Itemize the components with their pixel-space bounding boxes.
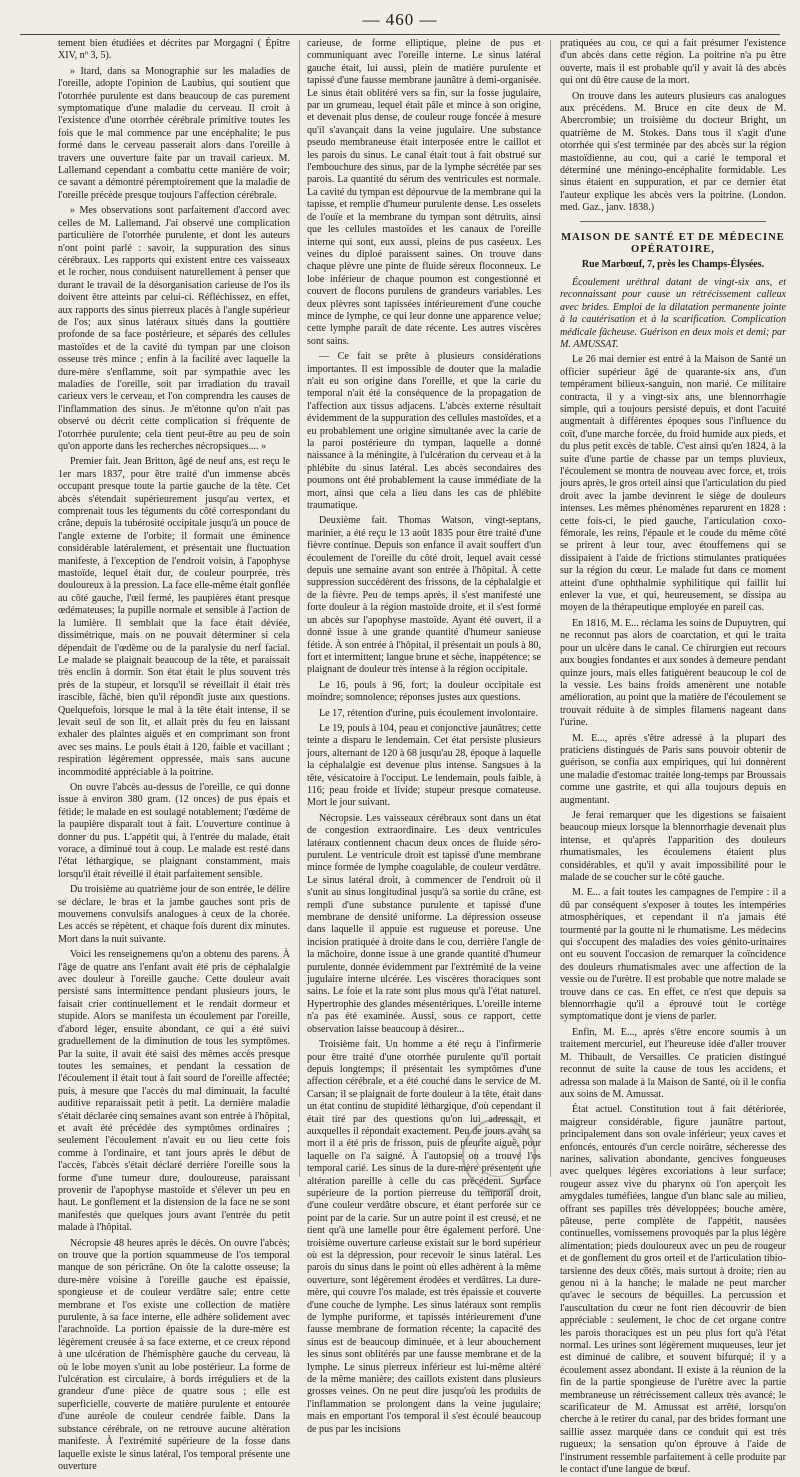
paragraph: Du troisième au quatrième jour de son entrée, le délire se déclare, le bras et la jambe gauches sont pris de mouvemens convulsifs analogues à ceux de la chorée. Les accès se répètent, et chaque fois durent dix minutes. Mort dans la nuit suivante. — [58, 884, 290, 945]
page-number: — 460 — — [362, 10, 438, 29]
paragraph: Enfin, M. E..., après s'être encore soumis à un traitement mercuriel, eut l'heureuse idée d'aller trouver M. Thibault, de Versailles. Ce praticien distingué reconnut de suite la cause de tous les accidens, et adressa son malade à la Maison de Santé, où il le confia aux soins de M. Amussat. — [560, 1026, 786, 1100]
paragraph: État actuel. Constitution tout à fait détériorée, maigreur considérable, figure jaunâtre partout, principalement dans son ovale inférieur; yeux caves et enfoncés, entourés d'un cercle noirâtre, sécheresse des narines, salivation abondante, gencives fongueuses avec quelques légères excoriations à leur surface; rougeur assez vive du pharynx où l'on aperçoit les amygdales tuméfiées, langue d'un blanc sale au milieu, offrant ses papilles très développées; bouche amère, pâteuse, perte complète de l'appétit, nausées continuelles, vomissemens provoqués par la plus légère alimentation; pieds douloureux avec un peu de rougeur et de gonflement du gros orteil et de l'articulation tibio-tarsienne des deux côtés, mais surtout à droite; rien au genou ni à la hanche; le malade ne peut marcher qu'avec le secours de béquilles. La percussion et l'auscultation du cœur ne font rien découvrir de bien appréciable : seulement, le choc de cet organe contre les parois thoraciques est un peu plus fort qu'à l'état normal. Les urines sont légèrement muqueuses, leur jet est diminué de calibre, et souvent bifurqué; il y a écoulement assez abondant. Il existe à la réunion de la fin de la partie spongieuse de l'urètre avec la partie membraneuse un rétrécissement calleux très avancé; le scarificateur de M. Amussat est arrêté, lorsqu'on cherche à le retirer du canal, par des brides formant une saillie assez marquée dans ce conduit qui est très rugueux; la sensation qu'on éprouve à l'aide de l'instrument ressemble parfaitement à celle produite par le contact d'une langue de bœuf. — [560, 1104, 786, 1476]
section-subtitle: Rue Marbœuf, 7, près les Champs-Élysées. — [581, 258, 765, 270]
paragraph: Le 17, rétention d'urine, puis écoulement involontaire. — [319, 707, 539, 719]
library-stamp — [462, 1118, 536, 1192]
paragraph: Je ferai remarquer que les digestions se faisaient beaucoup mieux lorsque la blennorrhagie devenait plus intense, et qu'après l'apparition des douleurs rhumatismales, les écoulemens étaient plus considérables, et qu'il y avait impossibilité pour le malade de se coucher sur le côté gauche. — [560, 809, 786, 883]
section-abstract: Écoulement uréthral datant de vingt-six ans, et reconnaissant pour cause un rétrécissement calleux avec brides. Emploi de la dilatation permanente jointe à la cautérisation et à la scarification. Complication médicale fâcheuse. Guérison en deux mois et demi; par M. AMUSSAT. — [560, 276, 786, 350]
paragraph: carieuse, de forme elliptique, pleine de pus et communiquant avec l'oreille interne. Le sinus latéral gauche était, lui aussi, plein de matière purulente et tapissé d'une fausse membrane jaunâtre à demi-organisée. Le sinus était oblitéré vers sa fin, sur la fosse jugulaire, par un grumeau, lequel était pâle et mince à son origine, et devenait plus dense, de couleur rouge foncée à mesure qu'il s'avançait dans la veine jugulaire. Une substance pseudo membraneuse était interposée entre le caillot et les parois du sinus. Le canal était tout à fait obstrué sur l'embouchure des sinus, par de la lymphe sécrétée par ses parois. La quantité du sérum des ventricules est normale. La cavité du tympan est dépourvue de la membrane qui la tapisse, et remplie d'humeur purulente dense. Les osselets de l'ouïe et la membrane du tympan sont détruits, ainsi que les cellules mastoïdes et les canaux de l'oreille interne qui sont, eux aussi, pleins de pus caséeux. Les veines du diploé paraissent saines. On trouve dans chaque plèvre une pinte de fluide séreux floconneux. Le lobe inférieur de chaque poumon est congestionné et couvert de flocons purulens de grandeurs variables. Les deux plèvres sont tapissées intérieurement d'une couche mince de lymphe, ce qui leur donne une apparence velue; cette lymphe paraît de date récente. Les autres viscères sont sains. — [307, 38, 541, 347]
paragraph: pratiquées au cou, ce qui a fait présumer l'existence d'un abcès dans cette région. La poitrine n'a pu être ouverte, mais il est probable qu'il y avait là des abcès qui ont dû être cause de la mort. — [560, 38, 786, 87]
header-rule — [20, 34, 780, 35]
paragraph: Nécropsie. Les vaisseaux cérébraux sont dans un état de congestion extraordinaire. Les deux ventricules latéraux contiennent chacun deux onces de fluide séro-purulent. Le ventricule droit est tapissé d'une membrane mince formée de lymphe coagulable, de couleur verdâtre. Le sinus latéral droit, à commencer de l'endroit où il s'unit au sinus longitudinal jusqu'à sa sortie du crâne, est rempli d'une substance purulente et tapissé d'une membrane de densité uniforme. La dépression osseuse dans laquelle il appuie est rugueuse et poreuse. Une incision pratiquée à droite dans le cou, derrière l'angle de la mâchoire, donne issue à une grande quantité d'humeur purulente, donnée évidemment par l'extrémité de la veine jugulaire interne ulcérée. Les viscères thoraciques sont sains. Le foie et la rate sont plus mous qu'à l'état naturel. Hypertrophie des glandes mésentériques. L'oreille interne n'a pas été examinée. Aussi, sous ce rapport, cette observation laisse beaucoup à désirer... — [307, 812, 541, 1035]
paragraph: Le 19, pouls à 104, peau et conjonctive jaunâtres; cette teinte a disparu le lendemain. Cet état persiste plusieurs jours, alternant de 120 à 68 jusqu'au 28, époque à laquelle la céphalalgie est devenue plus intense. Sangsues à la tête, vésicatoire à l'occiput. Le lendemain, pouls faible, à 116; peau froide et livide; stupeur presque comateuse. Mort le jour suivant. — [307, 722, 541, 809]
paragraph: » Itard, dans sa Monographie sur les maladies de l'oreille, adopte l'opinion de Laubius, qui soutient que l'otorrhée purulente est dans beaucoup de cas purement symptomatique d'une maladie du cerveau. Il croit à l'existence d'une otorrhée cérébrale primitive toutes les fois que le mal commence par une encéphalite; le pus formé dans le cerveau passerait alors dans l'oreille à travers une ouverture faite par un travail carieux. M. Lallemand cependant a combattu cette manière de voir; ce savant a démontré péremptoirement que la maladie de l'oreille précède presque toujours l'affection cérébrale. — [58, 65, 290, 201]
paragraph: Nécropsie 48 heures après le décès. On ouvre l'abcès; on trouve que la portion squammeuse de l'os temporal manque de son péricrâne. On ôte la calotte osseuse; la dure-mère voisine à l'oreille gauche est épaissie, spongieuse et de couleur verdâtre sale; entre cette membrane et l'os existe une collection de matière purulente, à sa face interne, elle adhère solidement avec l'arachnoïde. La portion épaissie de la dure-mère est légèrement creusée à sa face externe, et ce creux répond à une ulcération de l'hémisphère gauche du cerveau, là où le lobe moyen s'unit au lobe postérieur. La forme de l'ulcération est circulaire, à bords irréguliers et de la grandeur d'une pièce de quatre sous ; elle est superficielle, couverte de matière purulente et entourée d'une auréole de couleur cendrée faible. Dans la substance cérébrale, on ne retrouve aucune altération manifeste. À l'extrémité supérieure de la fosse dans laquelle existe le sinus latéral, l'os temporal présente une ouverture — [58, 1237, 290, 1472]
section-divider — [580, 221, 766, 222]
section-title: MAISON DE SANTÉ ET DE MÉDECINE OPÉRATOIRE, — [561, 231, 785, 256]
paragraph: » Mes observations sont parfaitement d'accord avec celles de M. Lallemand. J'ai observé une complication particulière de l'otorrhée purulente, et dont les auteurs n'ont point parlé : savoir, la suppuration des sinus cérébraux. Les rapports qui existent entre ces vaisseaux et le rocher, nous conduisent naturellement à penser que durant le travail de la désorganisation carieuse de l'os ils doivent être atteints par celui-ci. Réfléchissez, en effet, aux rapports des sinus pierreux placés à l'angle supérieur de l'os; aux sinus latéraux situés dans la gouttière profonde de sa face postérieure, et séparés des cellules mastoïdes et de la cavité du tympan par une cloison osseuse très mince ; enfin à la facilité avec laquelle la dure-mère s'enflamme, soit par sympathie avec les maladies de l'oreille, soit par irradiation du travail carieux vers le cerveau, et l'on comprendra les causes de l'inflammation des sinus. Je m'étonne qu'on n'ait pas observé ou décrit cette complication si fréquente de l'otorrhée purulente; cela tient peut-être au peu de soin qu'on apporte dans les recherches nécropsiques.... » — [58, 205, 290, 452]
paragraph: On trouve dans les auteurs plusieurs cas analogues aux précédens. M. Bruce en cite deux de M. Abercrombie; un troisième du docteur Bright, un quatrième de M. Stokes. Dans tous il s'agit d'une otorrhée qui s'est terminée par des abcès sur la région mastoïdienne, au cou, qui a carié le temporal et déterminé une méningo-encéphalite formidable. Les sinus étaient en suppuration, et par ce dernier état l'auteur explique les abcès vers la poitrine. (London. med. Gaz., janv. 1838.) — [560, 90, 786, 214]
paragraph: Deuxième fait. Thomas Watson, vingt-septans, marinier, a été reçu le 13 août 1835 pour être traité d'une fièvre continue. Depuis son enfance il avait souffert d'un écoulement de l'oreille du côté droit, lequel avait cessé depuis une semaine avant son entrée à l'hôpital. À cette suppression succédèrent des frissons, de la céphalalgie et de la fièvre. Peu de temps après, il s'est manifesté une forte douleur à la région mastoïde droite, et il s'est formé un abcès sur l'apophyse mastoïde. Ayant été ouvert, il a donné issue à une grande quantité d'humeur sanieuse fétide. À son entrée à l'hôpital, il présentait un pouls à 80, fort et intermittent; langue brune et sèche, inappétence; se plaignant de douleur très intense à la région occipitale. — [307, 515, 541, 676]
paragraph: — Ce fait se prête à plusieurs considérations importantes. Il est impossible de douter que la maladie n'ait eu son origine dans l'oreille, et que la carie du temporal n'ait été la conséquence de la propagation de l'affection aux tissus adjacens. L'abcès externe résultait évidemment de la suppuration des cellules mastoïdes, et a eu probablement une origine simultanée avec la carie de la paroi postérieure du tympan, laquelle a donné naissance à la méningite, à l'ulcération du cerveau et à la phlébite du sinus latéral. Les abcès secondaires des poumons ont été probablement la cause immédiate de la mort, ainsi que cela a lieu dans les cas de phlébite traumatique. — [307, 351, 541, 512]
paragraph: Le 26 mai dernier est entré à la Maison de Santé un officier supérieur âgé de quarante-six ans, d'un tempérament bilieux-sanguin, non marié. Ce militaire contracta, il y a vingt-six ans, une blennorrhagie simple, qui a toujours persisté depuis, et dont l'acuité augmentait à différentes époques sous l'influence du coït, d'une marche forcée, du froid humide aux pieds, et du plus petit excès de table. C'est ainsi qu'en 1824, à la suite d'une partie de chasse par un temps pluvieux, l'écoulement se montra de nouveau avec force, et, trois jours après, le gros orteil ainsi que l'articulation du pied droit avec la jambe devinrent le siège de douleurs intenses. Les mêmes phénomènes reparurent en 1828 : cette fois-ci, le pied gauche, l'articulation coxo-fémorale, les reins, l'épaule et le coude du même côté se prirent à leur tour, avec étouffemens qui se dissipaient à l'aide de frictions stimulantes pratiquées sur la région du cœur. Le malade fut dans ce moment atteint d'une ophthalmie syphilitique qui faillit lui enlever la vue, et qui, heureusement, se dissipa au moyen de la thérapeutique employée en pareil cas. — [560, 354, 786, 614]
paragraph: En 1816, M. E... réclama les soins de Dupuytren, qui ne reconnut pas alors de coarctation, et qui le traita pour un ulcère dans le canal. Ce chirurgien eut recours aux bougies fondantes et aux sondes à demeure pendant quinze jours, mais elles fatiguèrent beaucoup le col de la vessie. Les bains froids amenèrent une notable amélioration, au point que la matière de l'écoulement se trouvait réduite à de simples filamens nageant dans l'urine. — [560, 617, 786, 729]
column-divider — [299, 40, 300, 1177]
column-3 — [560, 38, 786, 1476]
paragraph: Troisième fait. Un homme a été reçu à l'infirmerie pour être traité d'une otorrhée purulente qu'il portait depuis longtemps; il présentait les symptômes d'une affection cérébrale, et a été couché dans le service de M. Carsan; il se plaignait de forte douleur à la tête, était dans un état continu de stupidité léthargique, d'où cependant il était tiré par des questions qu'on lui adressait, et auxquelles il répondait exactement. Peu de jours avant sa mort il a été pris de frisson, puis de pleurite aiguë, pour laquelle on l'a saigné. À l'autopsie on a trouvé l'os temporal carié. Les sinus de la dure-mère présentent une altération pareille à celle du cas précédent. Surface supérieure de la portion pierreuse du temporal droit, d'une couleur verdâtre obscure, et étant perforée sur ce point par de la carie. Sur un autre point il est creusé, et ne tient qu'à une lamelle pour être également perforé. Une troisième ouverture carieuse existait sur le bord supérieur où est la dépression, pour recevoir le sinus latéral. Les parois du sinus dans le point où elles adhèrent à la même ouverture, sont légèrement érodées et verdâtres. La dure-mère, qui couvre l'os malade, est très épaissie et couverte d'une couche de lymphe. Les sinus latéraux sont remplis de lymphe puriforme, et tapissés intérieurement d'une fausse membrane de formation récente; la capacité des sinus est de beaucoup diminuée, et à leur abouchement les sinus sont oblitérés par une fausse membrane et de la lymphe. Le sinus pierreux inférieur est lui-même altéré de la même manière; des caillots existent dans plusieurs grosses veines. On ne peut dire jusqu'où les produits de l'inflammation se prolongent dans la veine jugulaire; mais en emportant l'os temporal il s'est écoulé beaucoup de pus par les incisions — [307, 1039, 541, 1435]
paragraph: On ouvre l'abcès au-dessus de l'oreille, ce qui donne issue à environ 380 gram. (12 onces) de pus épais et fétide; le malade en est soulagé notablement; l'œdème de la paupière disparaît tout à fait. L'ouverture continue à donner du pus. L'appétit qui, à l'entrée du malade, était vorace, a diminué tout à coup. Le malade est resté dans l'état léthargique, se plaignant constamment, mais lorsqu'il était réveillé il était parfaitement sensible. — [58, 781, 290, 880]
column-divider — [550, 40, 551, 1177]
paragraph: Premier fait. Jean Britton, âgé de neuf ans, est reçu le 1er mars 1837, pour être traité d'un immense abcès occupant presque toute la partie gauche de la tête. Cet abcès s'étendait supérieurement jusqu'au vertex, et comprenait tous les téguments du côté correspondant du crâne, depuis la tubérosité occipitale jusqu'à un pouce de l'angle externe de l'orbite; il formait une éminence considérable latéralement, et présentait une fluctuation manifeste, à l'exception de l'endroit voisin, à l'apophyse mastoïde, lequel était dur, de couleur pourprée, très douloureux à la pression. La face elle-même était gonflée au côté gauche, l'œil fermé, les paupières étant presque œdémateuses; la pupille normale et sensible à l'action de la lumière. Il semblait que la face était déviée, dissimétrique, mais on ne pouvait déterminer si cela dépendait de l'œdème ou de la paralysie du nerf facial. Le malade se plaignait beaucoup de la tête, et paraissait très enclin à dormir. Son état était le plus souvent très près de la stupeur, et lorsqu'il se réveillait il était très irascible, fâché, bien qu'il répondît juste aux questions. Quelquefois, lorsque le mal à la tête était intense, il se levait seul de son lit, et allait près du feu en laissant exhaler des plaintes aiguës et en comprimant son front avec ses mains. Le pouls était à 120, faible et vacillant ; respiration légèrement oppressée, mais sans aucune incommodité appréciable à la poitrine. — [58, 456, 290, 778]
paragraph: Le 16, pouls à 96, fort; la douleur occipitale est moindre; somnolence; réponses justes aux questions. — [307, 679, 541, 704]
column-1 — [58, 38, 290, 1472]
column-2 — [307, 38, 541, 1435]
paragraph: M. E..., après s'être adressé à la plupart des praticiens distingués de Paris sans pouvoir obtenir de guérison, se confia aux empiriques, qui lui donnèrent une maladie d'estomac traitée long-temps par Broussais comme une gastrite, et qui alla toujours depuis en augmentant. — [560, 732, 786, 806]
paragraph: M. E... a fait toutes les campagnes de l'empire : il a dû par conséquent s'exposer à toutes les intempéries atmosphériques, et cependant il n'a jamais été tourmenté par la goutte ni le rhumatisme. Les médecins qui s'occupent des maladies des voies génito-urinaires ont eu souvent l'occasion de remarquer la coïncidence des douleurs rhumatismales avec une affection de la vessie ou de l'urètre. Il est probable que notre malade se trouve dans ce cas. En effet, ce n'est que depuis sa blennorrhagie qu'il a éprouvé tout le cortège symptomatique dont je viens de parler. — [560, 887, 786, 1023]
paragraph: Voici les renseignemens qu'on a obtenu des parens. À l'âge de quatre ans l'enfant avait été pris de céphalalgie avec douleur à l'oreille gauche. Cette douleur avait persisté sans intermittence pendant plusieurs jours, le faisait crier continuellement et le rendait dormeur et stupide. Alors se manifesta un écoulement par l'oreille, d'abord léger, ensuite abondant, ce qui a été suivi graduellement de la diminution de tous les symptômes. Par la suite, il avait été saisi des mêmes accès presque toutes les semaines, et pendant la cessation de l'écoulement il était tout à fait sourd de l'oreille affectée; puis, à mesure que l'accès du mal diminuait, la faculté auditive reparaissait petit à petit. La dernière maladie s'était déclarée cinq semaines avant son entrée à l'hôpital, et avait été précédée des symptômes ordinaires ; seulement l'écoulement n'avait eu ou lieu cette fois comme à l'ordinaire, et tant jours après le début de l'accès, l'abcès s'était déclaré derrière l'oreille sous la forme d'une tumeur dure, douloureuse, paraissant provenir de l'apophyse mastoïde et s'élever un peu en haut. Le gonflement et la distension de la face ne se sont manifestés que quelques jours avant l'entrée du petit malade à l'hôpital. — [58, 949, 290, 1234]
paragraph: tement bien étudiées et décrites par Morgagni ( Épître XIV, nº 3, 5). — [58, 38, 290, 62]
